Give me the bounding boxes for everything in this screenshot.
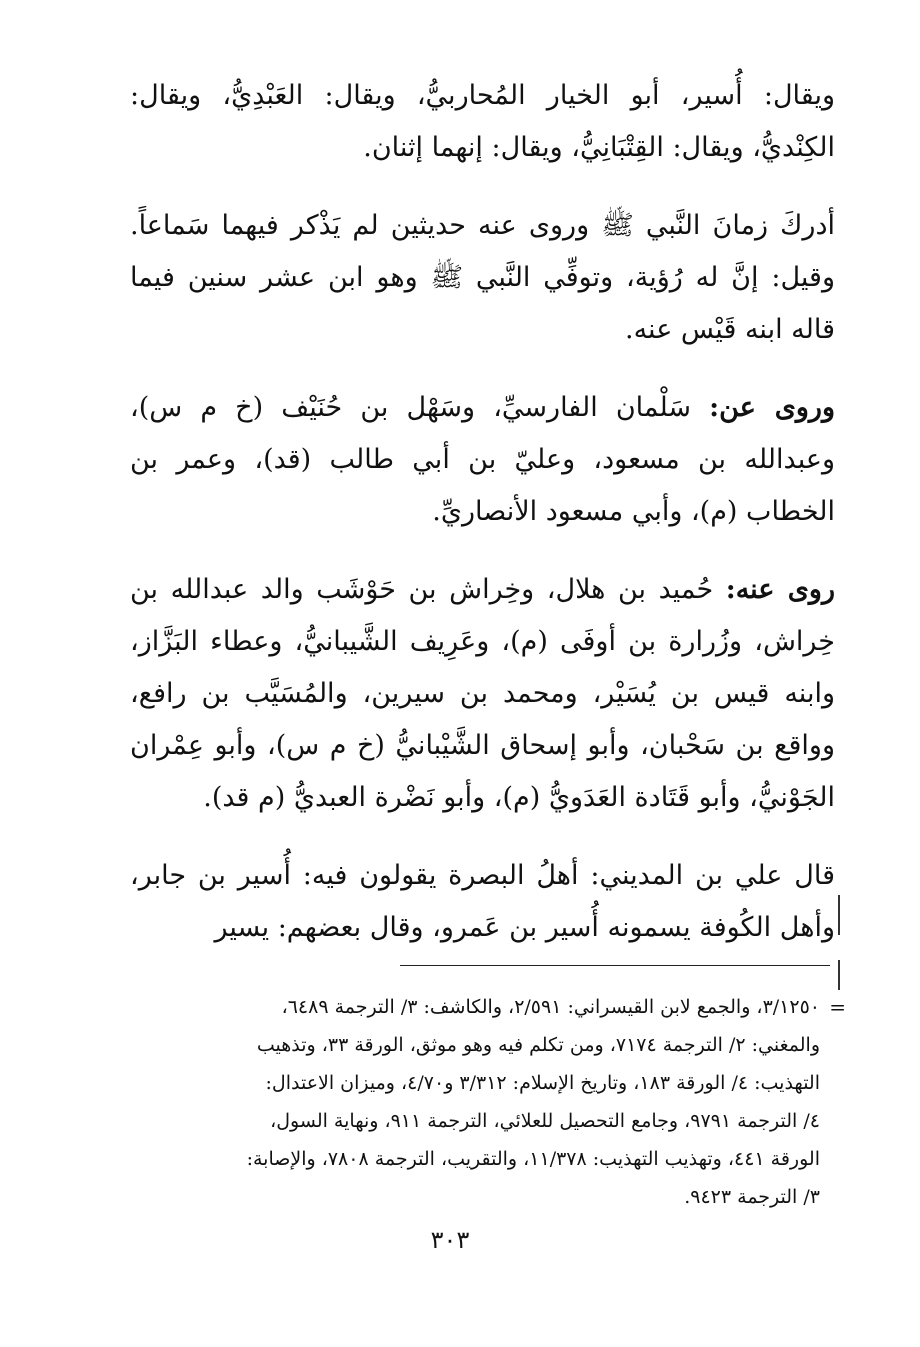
margin-mark bbox=[838, 960, 840, 990]
paragraph-biography bbox=[130, 200, 835, 356]
footnote-continuation-marker: = bbox=[829, 995, 846, 1019]
paragraph-names bbox=[130, 70, 835, 174]
paragraph-biography-text: أدركَ زمانَ النَّبي ﷺ وروى عنه حديثين لم يَذْكر فيهما سَماعاً. وقيل: إنَّ له رُؤية، وتوفِّي النَّبي ﷺ وهو ابن عشر سنين فيما قاله ابنه قَيْس عنه. bbox=[130, 210, 835, 345]
footnote-line: ٣/١٢٥٠، والجمع لابن القيسراني: ٢/٥٩١، والكاشف: ٣/ الترجمة ٦٤٨٩، bbox=[281, 996, 820, 1018]
page-number: ٣٠٣ bbox=[430, 1226, 470, 1254]
footnote-separator bbox=[400, 965, 830, 966]
footnote-line: ٤/ الترجمة ٩٧٩١، وجامع التحصيل للعلائي، الترجمة ٩١١، ونهاية السول، bbox=[270, 1110, 820, 1132]
narrated-by-text: حُميد بن هلال، وخِراش بن حَوْشَب والد عبدالله بن خِراش، وزُرارة بن أوفَى (م)، وعَرِيف الشَّيبانيُّ، وعطاء البَزَّاز، وابنه قيس بن يُسَيْر، ومحمد بن سيرين، والمُسَيَّب بن رافع، وواقع بن سَحْبان، وأبو إسحاق الشَّيْبانيُّ (خ م س)، وأبو عِمْران الجَوْنيُّ، وأبو قَتَادة العَدَويُّ (م)، وأبو نَضْرة العبديُّ (م قد). bbox=[130, 574, 835, 813]
footnote-line: التهذيب: ٤/ الورقة ١٨٣، وتاريخ الإسلام: ٣/٣١٢ و٤/٧٠، وميزان الاعتدال: bbox=[265, 1072, 820, 1094]
main-text bbox=[130, 70, 835, 980]
narrated-from-label: وروى عن: bbox=[709, 392, 835, 423]
paragraph-narrated-by bbox=[130, 564, 835, 824]
footnotes bbox=[130, 988, 846, 1216]
narrated-by-label: روى عنه: bbox=[725, 574, 836, 605]
paragraph-narrated-from bbox=[130, 382, 835, 538]
footnote-line: الورقة ٤٤١، وتهذيب التهذيب: ١١/٣٧٨، والتقريب، الترجمة ٧٨٠٨، والإصابة: bbox=[246, 1148, 820, 1170]
narrated-from-text: سَلْمان الفارسيِّ، وسَهْل بن حُنَيْف (خ م س)، وعبدالله بن مسعود، وعليّ بن أبي طالب (قد)، وعمر بن الخطاب (م)، وأبي مسعود الأنصاريِّ. bbox=[130, 392, 835, 527]
footnote-line: ٣/ الترجمة ٩٤٢٣. bbox=[684, 1186, 820, 1208]
paragraph-ali-madini-text: قال علي بن المديني: أهلُ البصرة يقولون فيه: أُسير بن جابر، وأهل الكُوفة يسمونه أُسير بن عَمرو، وقال بعضهم: يسير bbox=[130, 860, 835, 943]
margin-mark bbox=[838, 895, 840, 935]
footnote-line: والمغني: ٢/ الترجمة ٧١٧٤، ومن تكلم فيه وهو موثق، الورقة ٣٣، وتذهيب bbox=[256, 1034, 820, 1056]
paragraph-ali-madini bbox=[130, 850, 835, 954]
paragraph-names-text: ويقال: أُسير، أبو الخيار المُحاربيُّ، ويقال: العَبْدِيُّ، ويقال: الكِنْديُّ، ويقال: القِتْبَانِيُّ، ويقال: إنهما إثنان. bbox=[130, 80, 835, 163]
